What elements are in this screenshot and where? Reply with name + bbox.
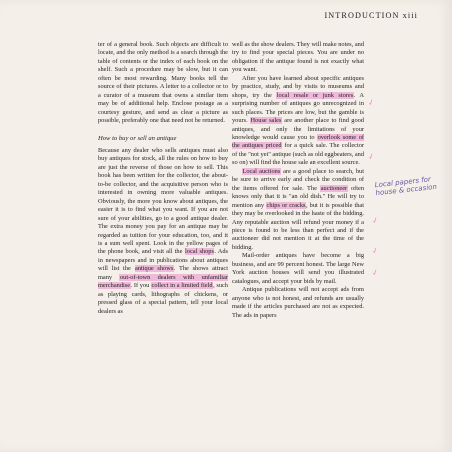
- check-mark-icon: ✓: [366, 151, 377, 162]
- highlight-local-auctions: Local auctions: [242, 167, 281, 175]
- highlight-out-of-town-dealers: out-of-town dealers with unfamiliar merchandise: [98, 273, 228, 290]
- paragraph-resale-stores: After you have learned about specific antiques by practice, study, and by visits to museums and shops, try the local resale or junk stores. A surprising number of antiques go unrecognized in such places. The prices are low, but the gamble is yours. House sales are another place to find good antiques, and only the limitations of your knowledge would cause you to overlook some of the antiques priced for a quick sale. The collector of the "not yet" antique (such as old eggbeaters, and so on) will find the house sale an excellent source.: [232, 74, 364, 167]
- check-mark-icon: ✓: [366, 97, 377, 108]
- paragraph-mail-order: Mail-order antiques have become a big business, and are 99 percent honest. The large New York auction houses will send you illustrated catalogues, and accept your bids by mail.: [232, 252, 364, 285]
- highlight-local-shops: local shops: [185, 248, 214, 256]
- highlight-limited-field: collect in a limited field: [151, 282, 213, 290]
- check-mark-icon: ✓: [370, 215, 381, 226]
- paragraph-research: ter of a general book. Such objects are difficult to locate, and the only method is a search through the table of contents or the index of each book on the shelf. Such a procedure may be slow, but it can often be most rewarding. Many books tell the source of their pictures. A letter to a collector or to a curator of a museum that owns a similar item may be of additional help. Enclose postage as a courtesy gesture, and send as clear a picture as possible, preferably one that need not be returned.: [98, 41, 228, 125]
- highlight-resale-stores: local resale or junk stores: [276, 91, 354, 99]
- right-column: [232, 41, 364, 446]
- highlight-antique-shows: antique shows: [135, 265, 174, 273]
- paragraph-auctions: Local auctions are a good place to search, but be sure to arrive early and check the condition of the items offered for sale. The auctioneer often knows only that it is "an old dish." He will try to mention any chips or cracks, but it is possible that they may be overlooked in the haste of the bidding. Any reputable auction will refund your money if a piece is found to be less than perfect and if the auctioneer did not mention it at the time of the bidding.: [232, 167, 364, 251]
- highlight-house-sales: House sales: [250, 117, 282, 125]
- section-heading: How to buy or sell an antique: [98, 134, 177, 142]
- paragraph-how-to-buy: Because any dealer who sells antiques must also buy antiques for stock, all the rules on how to buy are just the reverse of those on how to sell. This book has been written for the collector, the about-to-be collector, and the acquisitive person who is interested in owning more valuable antiques. Obviously, the more you know about antiques, the easier it is to find what you want. If you are not sure of your abilities, go to a good antique dealer. The extra money you pay for an antique may be regarded as tuition for your education, too, and it is a sum well spent. Look in the yellow pages of the phone book, and visit all the local shops. Ads in newspapers and in publications about antiques will list the antique shows. The shows attract many out-of-town dealers with unfamiliar merchandise. If you collect in a limited field, such as playing cards, lithographs of chickens, or pressed glass of a special pattern, tell your local dealers as: [98, 146, 228, 315]
- paragraph-show-dealers: well as the show dealers. They will make notes, and try to find your special pieces. You are under no obligation if the antique found is not exactly what you want.: [232, 41, 364, 74]
- highlight-chips-cracks: chips or cracks: [266, 201, 306, 209]
- check-mark-icon: ✓: [370, 245, 381, 256]
- left-column: [98, 41, 228, 446]
- running-head: INTRODUCTION xiii: [324, 11, 418, 20]
- handwritten-margin-note: Local papers for house & occasion: [374, 175, 438, 198]
- highlight-auctioneer: auctioneer: [320, 184, 348, 192]
- paragraph-publications: Antique publications will not accept ads from anyone who is not honest, and refunds are usually made if the articles purchased are not as expected. The ads in papers: [232, 286, 364, 319]
- highlight-overlook: overlook some of the antiques priced: [232, 133, 364, 150]
- check-mark-icon: ✓: [370, 267, 381, 278]
